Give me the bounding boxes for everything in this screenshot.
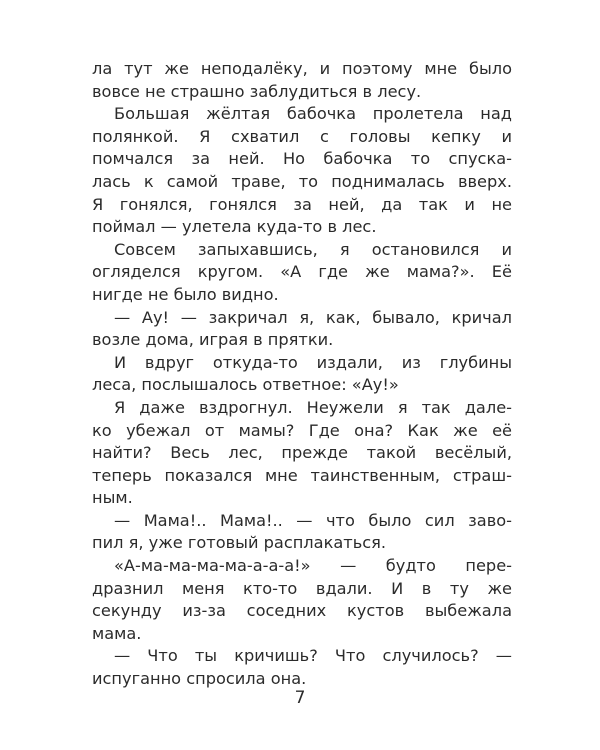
text-line: Я гонялся, гонялся за ней, да так и не xyxy=(92,194,512,214)
text-line: пил я, уже готовый расплакаться. xyxy=(92,533,387,553)
text-line: возле дома, играя в прятки. xyxy=(92,330,334,350)
text-line: поймал — улетела куда-то в лес. xyxy=(92,217,377,237)
text-line: найти? Весь лес, прежде такой весёлый, xyxy=(92,443,512,463)
text-line: полянкой. Я схватил с головы кепку и xyxy=(92,126,512,146)
text-line: — Ау! — закричал я, как, бывало, кричал xyxy=(114,307,512,327)
text-line: дразнил меня кто-то вдали. И в ту же xyxy=(92,578,512,598)
text-line: лась к самой траве, то поднималась вверх. xyxy=(92,171,512,191)
text-line: Большая жёлтая бабочка пролетела над xyxy=(114,104,512,124)
text-line: ла тут же неподалёку, и поэтому мне было xyxy=(92,59,512,78)
text-line: «А-ма-ма-ма-ма-а-а-а!» — будто пере- xyxy=(114,556,512,576)
text-line: теперь показался мне таинственным, страш- xyxy=(92,465,512,485)
text-line: ным. xyxy=(92,488,133,508)
text-line: мама. xyxy=(92,623,142,643)
text-line: Совсем запыхавшись, я остановился и xyxy=(114,239,512,259)
text-line: нигде не было видно. xyxy=(92,284,279,304)
body-text xyxy=(92,58,512,691)
text-line: помчался за ней. Но бабочка то спуска- xyxy=(92,149,512,169)
page-number: 7 xyxy=(294,688,306,708)
text-line: Я даже вздрогнул. Неужели я так дале- xyxy=(114,397,512,417)
text-line: — Что ты кричишь? Что случилось? — xyxy=(114,646,512,666)
text-line: огляделся кругом. «А где же мама?». Её xyxy=(92,262,512,282)
text-line: — Мама!.. Мама!.. — что было сил заво- xyxy=(114,510,512,530)
text-line: леса, послышалось ответное: «Ау!» xyxy=(92,375,399,395)
text-line: ко убежал от мамы? Где она? Как же её xyxy=(92,420,512,440)
text-line: вовсе не страшно заблудиться в лесу. xyxy=(92,81,422,101)
text-line: секунду из-за соседних кустов выбежала xyxy=(92,601,512,621)
text-line: И вдруг откуда-то издали, из глубины xyxy=(114,352,512,372)
text-line: испуганно спросила она. xyxy=(92,669,307,689)
